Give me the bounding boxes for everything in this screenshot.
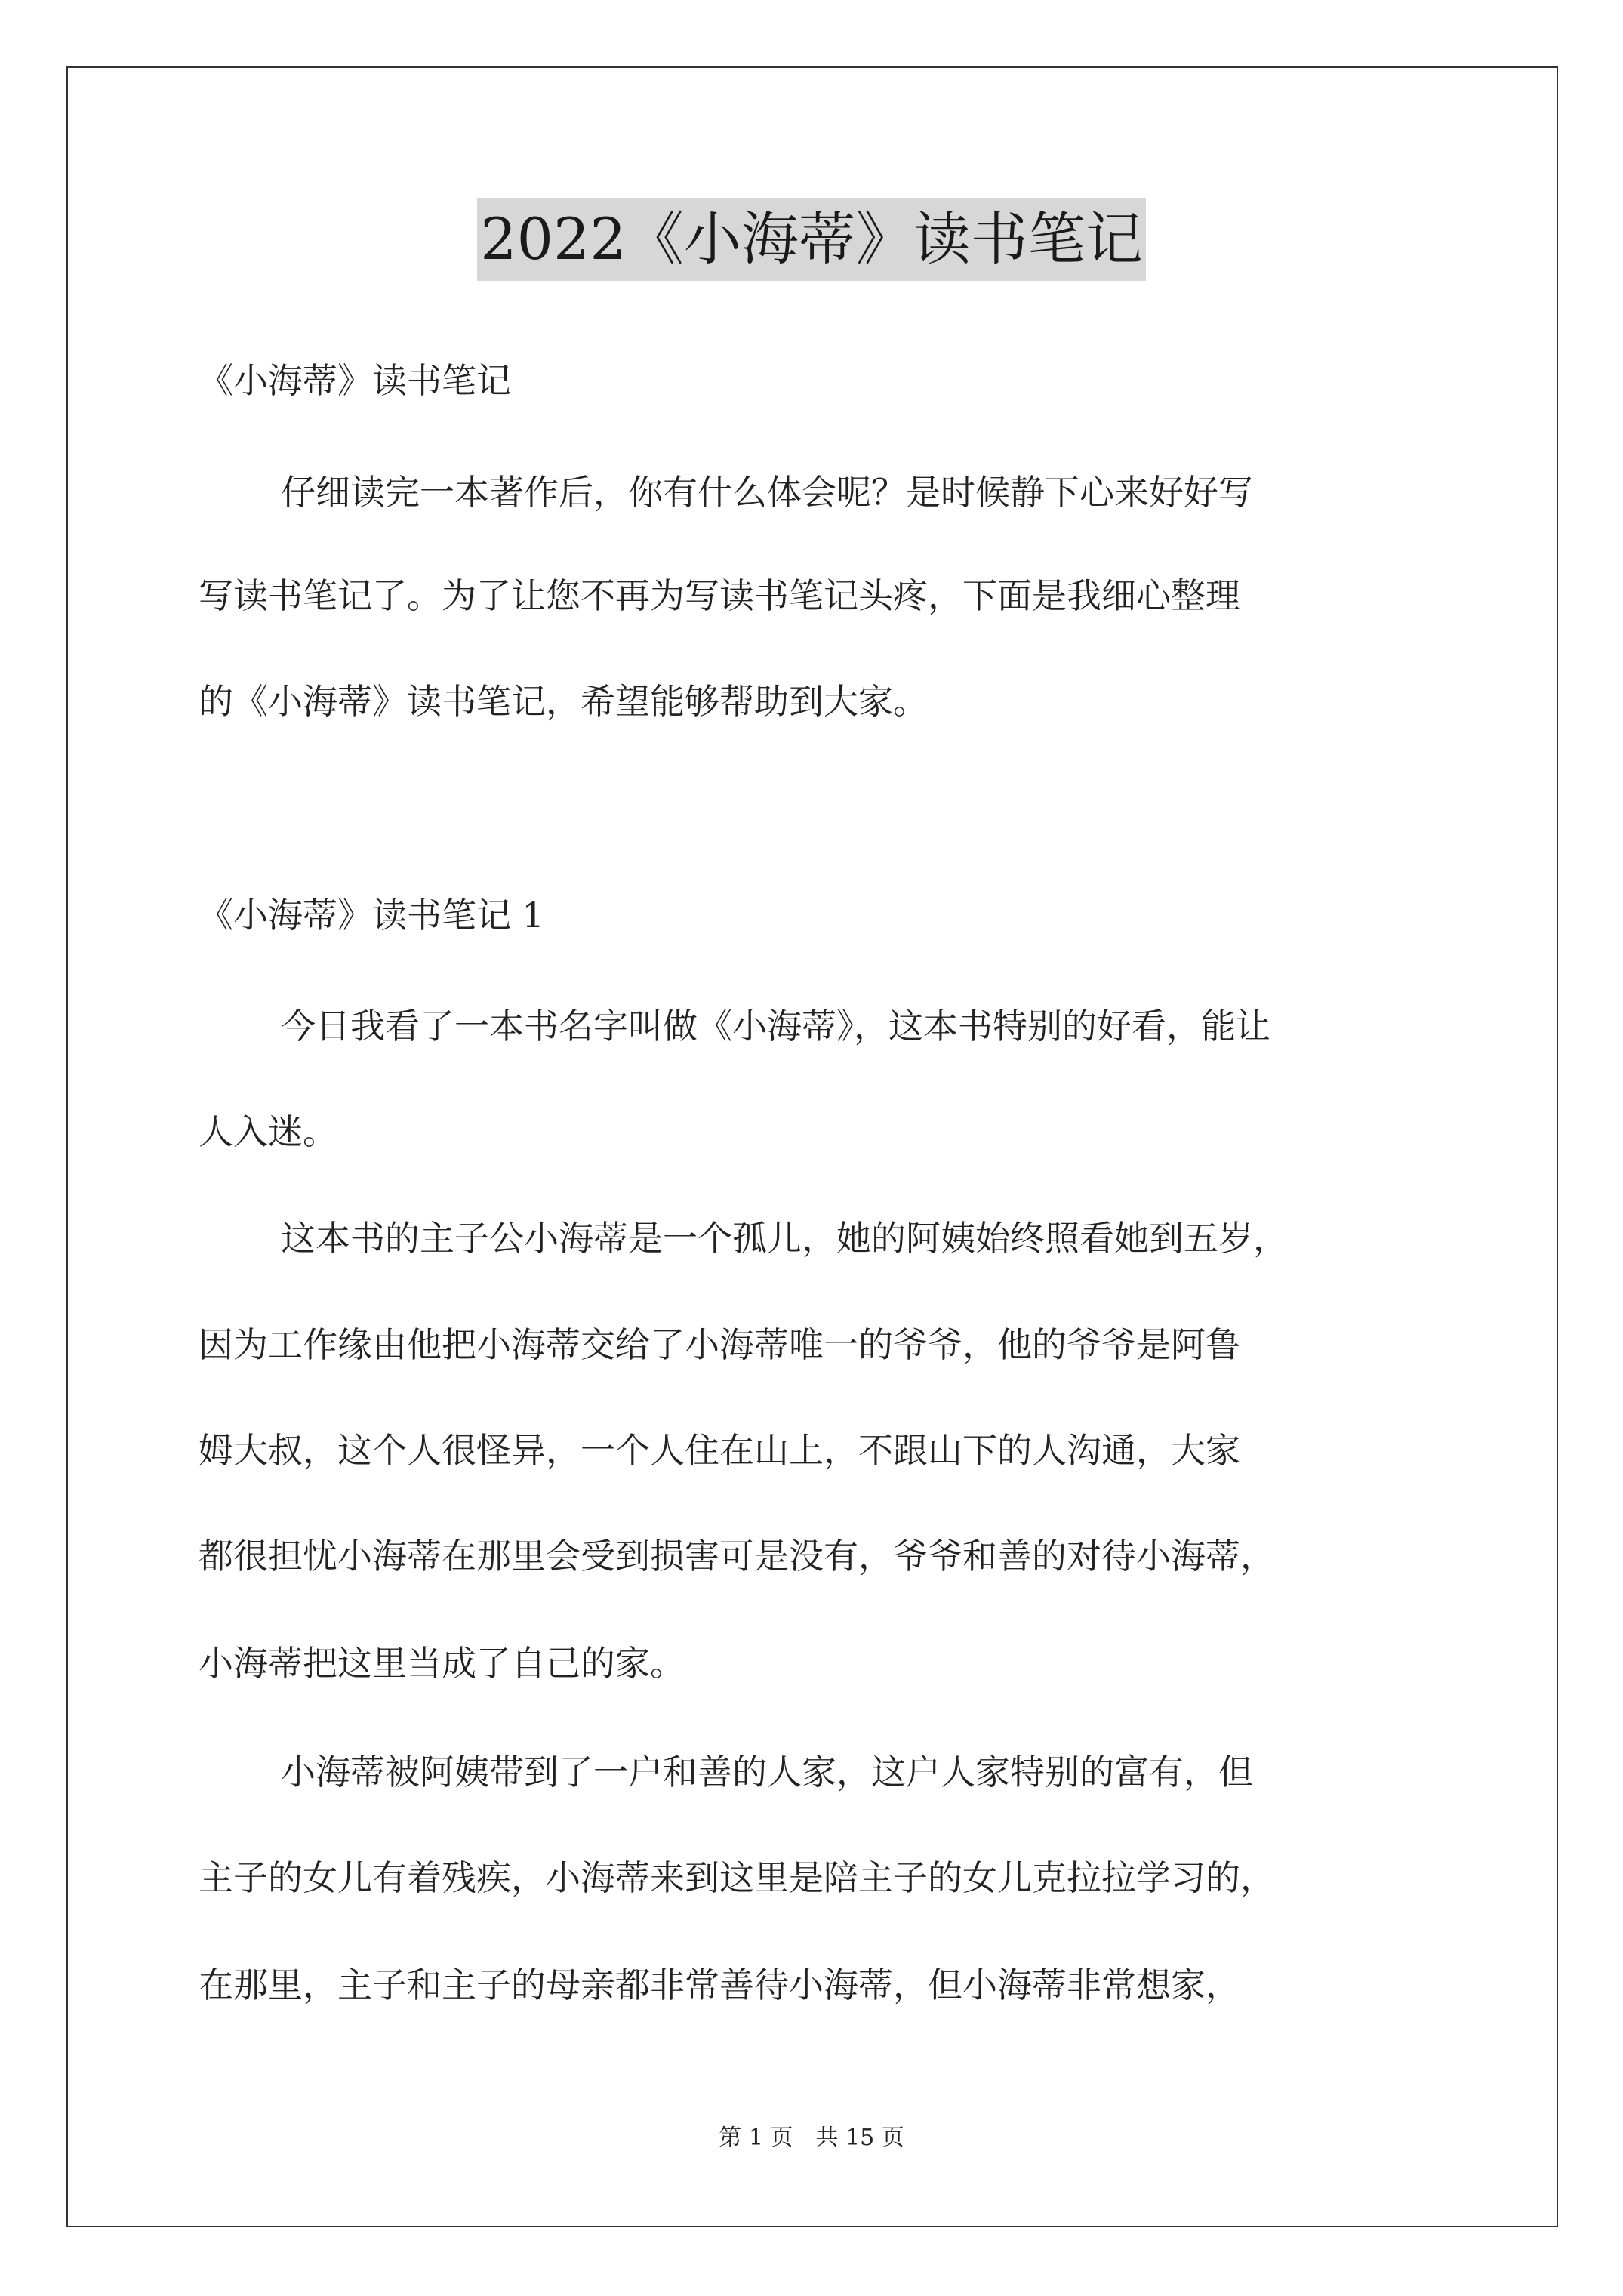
subtitle: 《小海蒂》读书笔记 — [199, 360, 511, 401]
body-line: 都很担忧小海蒂在那里会受到损害可是没有，爷爷和善的对待小海蒂， — [199, 1536, 1275, 1576]
intro-line: 的《小海蒂》读书笔记，希望能够帮助到大家。 — [199, 681, 928, 722]
body-line: 今日我看了一本书名字叫做《小海蒂》，这本书特别的好看，能让 — [281, 1006, 1270, 1046]
section-heading: 《小海蒂》读书笔记 1 — [199, 895, 544, 935]
intro-line: 仔细读完一本著作后，你有什么体会呢？是时候静下心来好好写 — [281, 472, 1253, 513]
body-line: 小海蒂被阿姨带到了一户和善的人家，这户人家特别的富有，但 — [281, 1752, 1253, 1792]
document-title: 2022《小海蒂》读书笔记 — [477, 198, 1145, 281]
intro-line: 写读书笔记了。为了让您不再为写读书笔记头疼，下面是我细心整理 — [199, 575, 1240, 616]
body-line: 人入迷。 — [199, 1111, 337, 1152]
title-container — [0, 198, 1623, 281]
body-line: 小海蒂把这里当成了自己的家。 — [199, 1643, 685, 1684]
body-line: 姆大叔，这个人很怪异，一个人住在山上，不跟山下的人沟通，大家 — [199, 1430, 1240, 1471]
body-line: 在那里，主子和主子的母亲都非常善待小海蒂，但小海蒂非常想家， — [199, 1965, 1240, 2005]
body-line: 因为工作缘由他把小海蒂交给了小海蒂唯一的爷爷，他的爷爷是阿鲁 — [199, 1324, 1240, 1365]
page-footer: 第 1 页 共 15 页 — [719, 2125, 904, 2151]
body-line: 这本书的主子公小海蒂是一个孤儿，她的阿姨始终照看她到五岁， — [281, 1218, 1288, 1259]
body-line: 主子的女儿有着残疾，小海蒂来到这里是陪主子的女儿克拉拉学习的， — [199, 1857, 1275, 1898]
